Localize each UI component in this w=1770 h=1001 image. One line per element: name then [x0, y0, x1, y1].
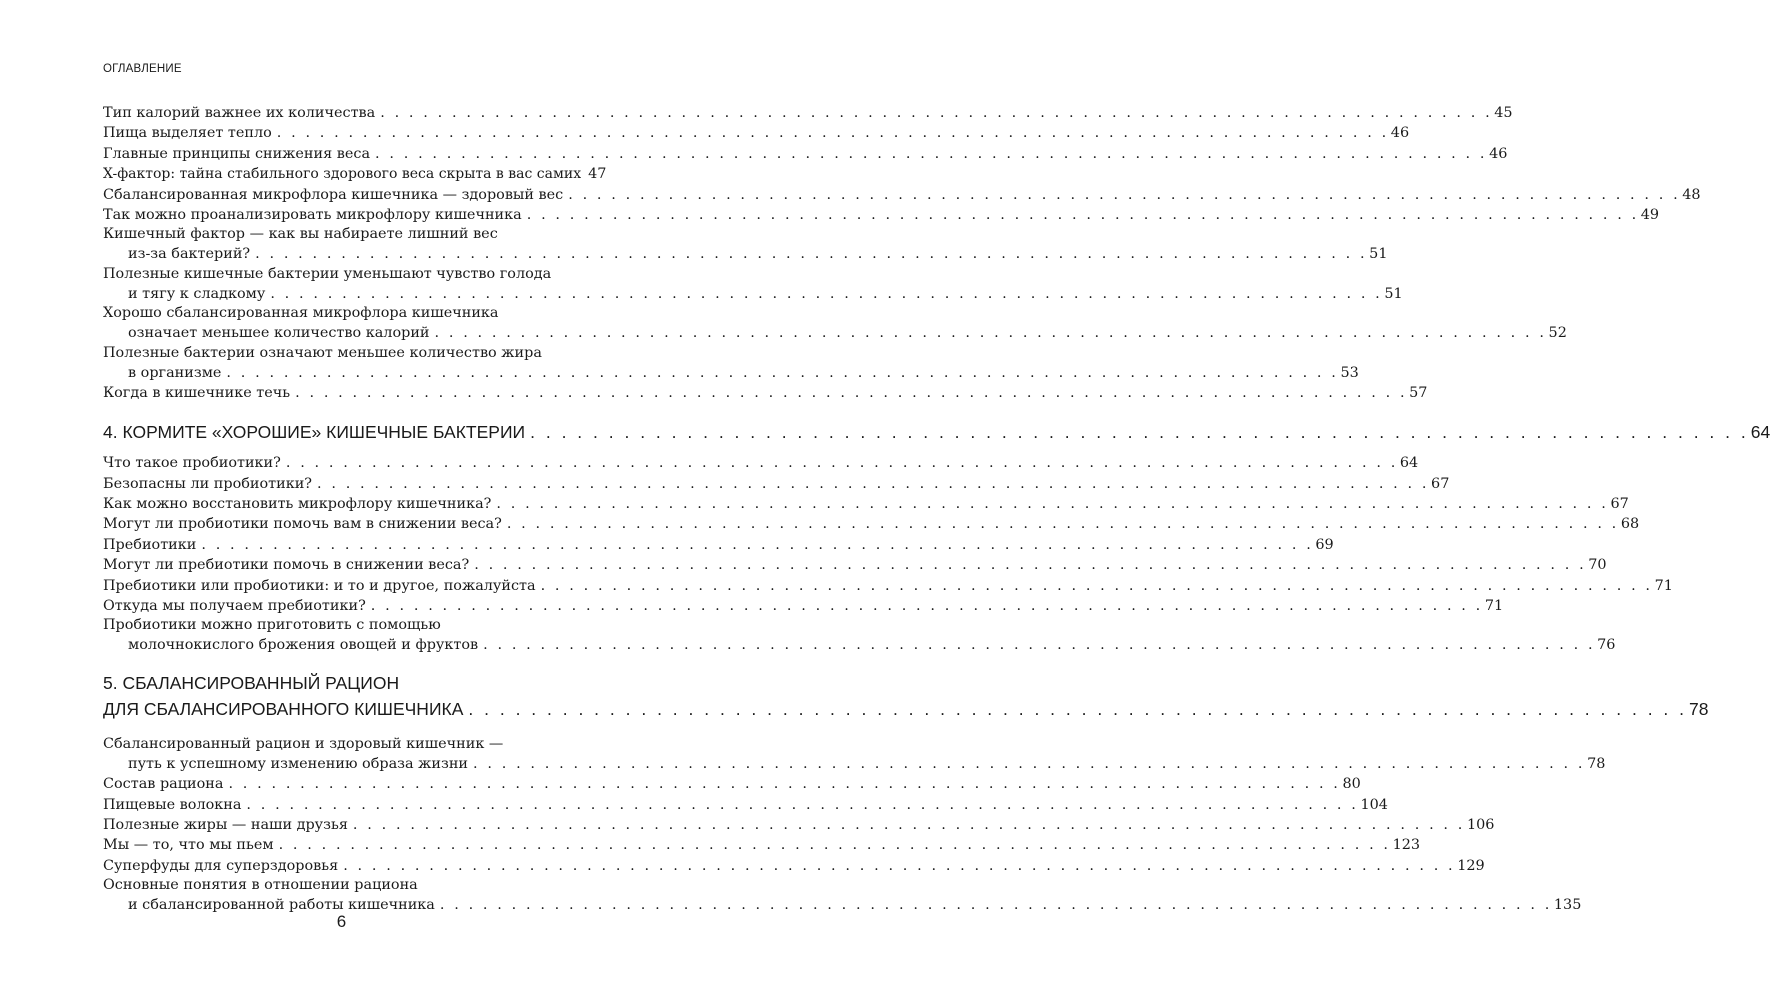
leader-dots: . . . . . . . . . . . . . . . . . . . . . . . . . . . . . . . . . . . . . . . . . . . . . . . . . . . . . . . . . . . . . . . . . . . . . . . . . . . . . . [201, 536, 1314, 553]
leader-dots: . . . . . . . . . . . . . . . . . . . . . . . . . . . . . . . . . . . . . . . . . . . . . . . . . . . . . . . . . . . . . . . . . . . . . . . . . . . . . . [352, 816, 1465, 833]
leader-dots: . . . . . . . . . . . . . . . . . . . . . . . . . . . . . . . . . . . . . . . . . . . . . . . . . . . . . . . . . . . . . . . . . . . . . . . . . . . . . . [483, 637, 1596, 654]
toc-entry-title-cont: путь к успешному изменению образа жизни [128, 755, 469, 772]
table-of-contents [103, 103, 1770, 916]
toc-entry[interactable] [103, 535, 1334, 555]
toc-entry-title: Как можно восстановить микрофлору кишечника? [103, 496, 492, 513]
leader-dots: . . . . . . . . . . . . . . . . . . . . . . . . . . . . . . . . . . . . . . . . . . . . . . . . . . . . . . . . . . . . . . . . . . . . . . . . . . . . . . [496, 496, 1609, 513]
toc-entry-title: Главные принципы снижения веса [103, 145, 371, 162]
toc-entry-line1[interactable] [103, 304, 600, 323]
leader-dots: . . . . . . . . . . . . . . . . . . . . . . . . . . . . . . . . . . . . . . . . . . . . . . . . . . . . . . . . . . . . . . . . . . . . . . . . . . . . . . [530, 422, 1749, 443]
toc-entry-title: Полезные кишечные бактерии уменьшают чувство голода [103, 265, 552, 282]
leader-dots: . . . . . . . . . . . . . . . . . . . . . . . . . . . . . . . . . . . . . . . . . . . . . . . . . . . . . . . . . . . . . . . . . . . . . . . . . . . . . . [343, 857, 1456, 874]
toc-entry[interactable] [103, 474, 1450, 494]
toc-entry[interactable] [103, 576, 1673, 596]
leader-dots: . . . . . . . . . . . . . . . . . . . . . . . . . . . . . . . . . . . . . . . . . . . . . . . . . . . . . . . . . . . . . . . . . . . . . . . . . . . . . . [226, 364, 1339, 381]
toc-entry-page: 47 [588, 166, 607, 183]
leader-dots: . . . . . . . . . . . . . . . . . . . . . . . . . . . . . . . . . . . . . . . . . . . . . . . . . . . . . . . . . . . . . . . . . . . . . . . . . . . . . . [317, 475, 1430, 492]
leader-dots: . . . . . . . . . . . . . . . . . . . . . . . . . . . . . . . . . . . . . . . . . . . . . . . . . . . . . . . . . . . . . . . . . . . . . . . . . . . . . . [370, 598, 1483, 615]
toc-entry-page: 70 [1588, 557, 1607, 574]
toc-entry-title: Пребиотики или пробиотики: и то и другое, пожалуйста [103, 577, 536, 594]
toc-entry-page: 46 [1390, 125, 1410, 142]
toc-entry[interactable] [103, 103, 1513, 123]
toc-entry[interactable] [103, 555, 1607, 575]
toc-entry[interactable] [103, 856, 1485, 876]
toc-entry-title: Пробиотики можно приготовить с помощью [103, 617, 441, 634]
leader-dots: . . . . . . . . . . . . . . . . . . . . . . . . . . . . . . . . . . . . . . . . . . . . . . . . . . . . . . . . . . . . . . . . . . . . . . . . . . . . . . [285, 455, 1398, 472]
leader-dots: . . . . . . . . . . . . . . . . . . . . . . . . . . . . . . . . . . . . . . . . . . . . . . . . . . . . . . . . . . . . . . . . . . . . . . . . . . . . . . [526, 206, 1639, 223]
toc-entry-title: Тип калорий важнее их количества [103, 105, 376, 121]
toc-entry-page: 64 [1399, 455, 1419, 472]
toc-entry-title: Пищевые волокна [103, 796, 242, 813]
toc-entry-page: 69 [1315, 536, 1334, 553]
toc-entry-title-cont: из-за бактерий? [128, 246, 251, 263]
chapter-title: 5. СБАЛАНСИРОВАННЫЙ РАЦИОН [103, 672, 400, 693]
toc-entry[interactable] [103, 383, 1428, 403]
toc-entry-title-cont: в организме [128, 364, 222, 381]
toc-entry-title: Суперфуды для суперздоровья [103, 857, 339, 874]
leader-dots: . . . . . . . . . . . . . . . . . . . . . . . . . . . . . . . . . . . . . . . . . . . . . . . . . . . . . . . . . . . . . . . . . . . . . . . . . . . . . . [228, 776, 1341, 793]
toc-entry-page: 71 [1654, 577, 1673, 594]
toc-entry-page: 106 [1466, 816, 1495, 833]
toc-entry-title: Могут ли пробиотики помочь вам в снижении веса? [103, 516, 502, 533]
toc-entry-title: Полезные жиры — наши друзья [103, 816, 348, 833]
leader-dots: . . . . . . . . . . . . . . . . . . . . . . . . . . . . . . . . . . . . . . . . . . . . . . . . . . . . . . . . . . . . . . . . . . . . . . . . . . . . . . [439, 897, 1552, 914]
toc-entry-title: Состав рациона [103, 776, 224, 793]
toc-entry-page: 51 [1384, 285, 1403, 302]
toc-entry-page: 76 [1597, 637, 1616, 654]
toc-entry[interactable] [103, 123, 1410, 143]
toc-entry-title: Кишечный фактор — как вы набираете лишний вес [103, 226, 498, 243]
toc-entry-title: Пребиотики [103, 536, 197, 553]
leader-dots: . . . . . . . . . . . . . . . . . . . . . . . . . . . . . . . . . . . . . . . . . . . . . . . . . . . . . . . . . . . . . . . . . . . . . . . . . . . . . . [568, 186, 1681, 203]
toc-entry-page: 49 [1640, 206, 1660, 223]
toc-entry-line1[interactable] [103, 735, 600, 754]
toc-entry-page: 48 [1682, 186, 1701, 203]
toc-entry-page: 67 [1431, 475, 1450, 492]
toc-entry[interactable] [103, 815, 1495, 835]
toc-entry-title-cont: молочнокислого брожения овощей и фруктов [128, 637, 479, 654]
toc-entry-line2[interactable] [103, 754, 1606, 774]
toc-entry-line1[interactable] [103, 265, 600, 284]
leader-dots: . . . . . . . . . . . . . . . . . . . . . . . . . . . . . . . . . . . . . . . . . . . . . . . . . . . . . . . . . . . . . . . . . . . . . . . . . . . . . . [375, 145, 1488, 162]
toc-entry-line1[interactable] [103, 225, 600, 244]
toc-entry-title: Что такое пробиотики? [103, 455, 281, 472]
chapter-title-cont: ДЛЯ СБАЛАНСИРОВАННОГО КИШЕЧНИКА [103, 698, 464, 719]
toc-entry-page: 129 [1457, 857, 1485, 874]
page-number: 6 [336, 912, 347, 931]
toc-entry-title: Так можно проанализировать микрофлору кишечника [103, 206, 522, 223]
toc-entry[interactable] [103, 795, 1388, 815]
toc-entry-title: Безопасны ли пробиотики? [103, 475, 313, 492]
leader-dots: . . . . . . . . . . . . . . . . . . . . . . . . . . . . . . . . . . . . . . . . . . . . . . . . . . . . . . . . . . . . . . . . . . . . . . . . . . . . . . [255, 246, 1368, 263]
toc-entry-page: 104 [1360, 796, 1388, 813]
toc-entry-page: 67 [1610, 496, 1629, 513]
toc-entry[interactable] [103, 514, 1640, 534]
leader-dots: . . . . . . . . . . . . . . . . . . . . . . . . . . . . . . . . . . . . . . . . . . . . . . . . . . . . . . . . . . . . . . . . . . . . . . . . . . . . . . [380, 105, 1493, 121]
toc-entry-page: 53 [1340, 364, 1359, 381]
toc-entry-page: 57 [1409, 384, 1428, 401]
toc-entry-page: 80 [1342, 776, 1361, 793]
leader-dots: . . . . . . . . . . . . . . . . . . . . . . . . . . . . . . . . . . . . . . . . . . . . . . . . . . . . . . . . . . . . . . . . . . . . . . . . . . . . . . [434, 325, 1547, 342]
toc-entry[interactable] [103, 596, 1504, 616]
toc-entry-title: Могут ли пребиотики помочь в снижении веса? [103, 557, 470, 574]
chapter-heading-5-line1[interactable] [103, 670, 600, 696]
toc-entry[interactable] [103, 144, 1508, 164]
chapter-heading-4[interactable] [103, 419, 1770, 445]
toc-entry-title-cont: и сбалансированной работы кишечника [128, 897, 435, 914]
toc-entry[interactable] [103, 453, 1419, 473]
chapter-page: 78 [1689, 698, 1709, 719]
toc-entry-title: X-фактор: тайна стабильного здорового веса скрыта в вас самих [103, 166, 582, 183]
toc-entry[interactable] [103, 164, 607, 184]
toc-entry-title: Пища выделяет тепло [103, 125, 272, 142]
toc-entry-page: 52 [1548, 325, 1567, 342]
toc-entry-page: 46 [1489, 145, 1508, 162]
running-head: ОГЛАВЛЕНИЕ [103, 63, 182, 75]
toc-entry-page: 71 [1484, 598, 1504, 615]
leader-dots: . . . . . . . . . . . . . . . . . . . . . . . . . . . . . . . . . . . . . . . . . . . . . . . . . . . . . . . . . . . . . . . . . . . . . . . . . . . . . . [506, 516, 1619, 533]
leader-dots: . . . . . . . . . . . . . . . . . . . . . . . . . . . . . . . . . . . . . . . . . . . . . . . . . . . . . . . . . . . . . . . . . . . . . . . . . . . . . . [278, 837, 1391, 854]
toc-entry-page: 78 [1587, 755, 1606, 772]
toc-entry-page: 68 [1620, 516, 1640, 533]
leader-dots: . . . . . . . . . . . . . . . . . . . . . . . . . . . . . . . . . . . . . . . . . . . . . . . . . . . . . . . . . . . . . . . . . . . . . . . . . . . . . . [473, 755, 1586, 772]
toc-entry[interactable] [103, 205, 1660, 225]
toc-entry-line1[interactable] [103, 876, 600, 895]
leader-dots: . . . . . . . . . . . . . . . . . . . . . . . . . . . . . . . . . . . . . . . . . . . . . . . . . . . . . . . . . . . . . . . . . . . . . . . . . . . . . . [270, 285, 1383, 302]
leader-dots: . . . . . . . . . . . . . . . . . . . . . . . . . . . . . . . . . . . . . . . . . . . . . . . . . . . . . . . . . . . . . . . . . . . . . . . . . . . . . . [276, 125, 1389, 142]
toc-entry-title: Сбалансированная микрофлора кишечника — здоровый вес [103, 186, 564, 203]
chapter-heading-5-line2[interactable] [103, 696, 1709, 722]
toc-entry[interactable] [103, 774, 1361, 794]
toc-entry-line2[interactable] [103, 244, 1388, 264]
leader-dots: . . . . . . . . . . . . . . . . . . . . . . . . . . . . . . . . . . . . . . . . . . . . . . . . . . . . . . . . . . . . . . . . . . . . . . . . . . . . . . [468, 698, 1688, 719]
leader-dots: . . . . . . . . . . . . . . . . . . . . . . . . . . . . . . . . . . . . . . . . . . . . . . . . . . . . . . . . . . . . . . . . . . . . . . . . . . . . . . [295, 384, 1408, 401]
toc-entry-title-cont: означает меньшее количество калорий [128, 325, 430, 342]
toc-entry-title-cont: и тягу к сладкому [128, 285, 266, 302]
toc-entry-title: Мы — то, что мы пьем [103, 837, 274, 854]
toc-entry-title: Откуда мы получаем пребиотики? [103, 598, 366, 615]
toc-entry-line2[interactable] [103, 635, 1616, 655]
toc-entry-line1[interactable] [103, 616, 600, 635]
toc-entry-page: 45 [1494, 105, 1513, 121]
toc-entry-title: Сбалансированный рацион и здоровый кишечник — [103, 735, 504, 752]
toc-entry-title: Основные понятия в отношении рациона [103, 877, 418, 894]
chapter-title: 4. КОРМИТЕ «ХОРОШИЕ» КИШЕЧНЫЕ БАКТЕРИИ [103, 422, 526, 443]
chapter-page: 64 [1750, 422, 1770, 443]
toc-entry-line2[interactable] [103, 363, 1359, 383]
toc-entry[interactable] [103, 185, 1701, 205]
leader-dots: . . . . . . . . . . . . . . . . . . . . . . . . . . . . . . . . . . . . . . . . . . . . . . . . . . . . . . . . . . . . . . . . . . . . . . . . . . . . . . [474, 557, 1587, 574]
toc-entry-page: 51 [1369, 246, 1388, 263]
toc-entry-title: Полезные бактерии означают меньшее количество жира [103, 344, 542, 361]
toc-entry-title: Хорошо сбалансированная микрофлора кишечника [103, 305, 499, 322]
toc-entry-title: Когда в кишечнике течь [103, 384, 291, 401]
toc-entry-page: 135 [1553, 897, 1582, 914]
toc-entry[interactable] [103, 835, 1421, 855]
toc-entry-line2[interactable] [103, 284, 1403, 304]
leader-dots: . . . . . . . . . . . . . . . . . . . . . . . . . . . . . . . . . . . . . . . . . . . . . . . . . . . . . . . . . . . . . . . . . . . . . . . . . . . . . . [540, 577, 1653, 594]
toc-entry[interactable] [103, 494, 1629, 514]
toc-entry-line1[interactable] [103, 344, 600, 363]
leader-dots: . . . . . . . . . . . . . . . . . . . . . . . . . . . . . . . . . . . . . . . . . . . . . . . . . . . . . . . . . . . . . . . . . . . . . . . . . . . . . . [246, 796, 1359, 813]
toc-entry-line2[interactable] [103, 323, 1567, 343]
toc-entry-page: 123 [1392, 837, 1421, 854]
